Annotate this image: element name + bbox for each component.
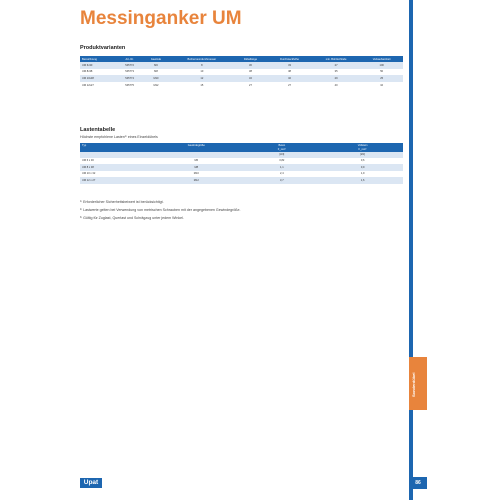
products-heading: Produktvarianten (80, 45, 126, 51)
table-cell: 35 (334, 70, 338, 74)
table-cell: UM 10 x 32 (82, 172, 96, 176)
table-cell: 40 (334, 83, 338, 87)
table-cell: M8 (151, 164, 241, 171)
table-cell: 1,1 (241, 164, 322, 171)
table-cell: 0,9 (322, 164, 403, 171)
table-row (80, 62, 403, 69)
loads-table (80, 143, 403, 184)
table-cell: UM 12x27 (82, 83, 94, 87)
page-number: 86 (409, 477, 427, 489)
brand-logo: Upat (80, 478, 102, 488)
col-beton-symbol: F_rec²⁾ (277, 148, 286, 151)
table-cell: 2,4 (280, 172, 284, 176)
col-vollstein-symbol: F_rec²⁾ (358, 148, 367, 151)
table-cell: 545774 (117, 75, 142, 82)
table-cell: 27 (249, 83, 252, 87)
loads-subheading: Höchste empfohlene Lasten¹⁾ eines Einzeldübels (80, 135, 158, 139)
table-cell: 38 (288, 70, 291, 74)
table-cell: UM 6 x 30 (82, 159, 94, 163)
table-cell: [kN] (322, 152, 403, 158)
table-cell: 32 (234, 75, 268, 82)
table-cell: M10 (193, 172, 199, 176)
section-side-tab-label: Sonderdübel (411, 372, 416, 398)
table-cell: 10 (200, 70, 204, 74)
table-cell: 545773 (125, 70, 134, 74)
footnote-3: ³⁾ Gültig für Zuglast, Querlast und Schrägzug unter jedem Winkel. (80, 216, 184, 220)
table-cell: 1,9 (360, 172, 365, 176)
table-cell: UM 12 x 27 (80, 177, 151, 184)
table-cell: M6 (142, 62, 170, 69)
col-bohrlochtiefe: min. Bohrlochtiefe (312, 56, 361, 62)
table-cell: M12 (151, 177, 241, 184)
table-cell: 8 (170, 62, 234, 69)
table-cell: UM 8 x 38 (80, 164, 151, 171)
table-row (80, 82, 403, 89)
table-row (80, 69, 403, 76)
table-cell: M10 (142, 75, 170, 82)
table-cell: 50 (380, 70, 384, 74)
table-cell: 10 (380, 83, 384, 87)
table-cell: M12 (153, 83, 159, 87)
col-vollstein (322, 143, 403, 152)
table-cell: 25 (360, 75, 403, 82)
table-cell: 1,6 (322, 177, 403, 184)
col-typ: Typ (80, 143, 151, 152)
right-edge-rule (409, 0, 413, 500)
table-cell: M8 (154, 70, 158, 74)
table-cell: 0,82 (279, 159, 285, 163)
table-cell: 12 (170, 75, 234, 82)
table-cell: UM 6x30 (80, 62, 117, 69)
table-cell: 545775 (125, 83, 134, 87)
table-row (80, 75, 403, 82)
table-cell: 27 (288, 83, 291, 87)
table-cell: 32 (267, 75, 312, 82)
col-durchsteckhoehe: Durchsteckhöhe (267, 56, 312, 62)
products-table (80, 56, 403, 88)
col-gewindegroesse: Gewindegröße (151, 143, 241, 152)
col-bezeichnung: Bezeichnung (80, 56, 117, 62)
table-cell: M6 (194, 159, 199, 163)
table-cell: 38 (249, 70, 252, 74)
table-cell: 545772 (117, 62, 142, 69)
col-duebellaenge: Dübellänge (234, 56, 268, 62)
table-cell: 33 (267, 62, 312, 69)
footnote-1: ¹⁾ Erforderlicher Sicherheitsbeiwert ist berücksichtigt. (80, 200, 164, 204)
table-cell: 27 (312, 62, 361, 69)
table-cell: 30 (234, 62, 268, 69)
page-title: Messinganker UM (80, 8, 242, 29)
col-beton-label: Beton (278, 144, 286, 147)
table-cell: 3,7 (241, 177, 322, 184)
loads-header-row (80, 143, 403, 152)
col-beton (241, 143, 322, 152)
col-gewinde: Gewinde (142, 56, 170, 62)
table-cell: 100 (360, 62, 403, 69)
table-cell: 0,6 (360, 159, 365, 163)
table-cell: UM 8x38 (82, 70, 93, 74)
loads-heading: Lastentabelle (80, 127, 116, 133)
table-cell: 15 (200, 83, 204, 87)
table-row (80, 177, 403, 184)
table-cell: UM 10x38 (80, 75, 117, 82)
col-vollstein-label: Vollstein (357, 144, 368, 147)
col-bohrernenndurchmesser: Bohrernenndurchmesser (170, 56, 234, 62)
col-art-nr: Art.-Nr. (117, 56, 142, 62)
footnote-2: ²⁾ Lastwerte gelten bei Verwendung von metrischen Schrauben mit der angegebenen Gewindegröße. (80, 208, 241, 212)
table-cell: 29 (312, 75, 361, 82)
table-cell: [kN] (241, 152, 322, 158)
col-verkaufseinheit: Verkaufseinheit (360, 56, 403, 62)
